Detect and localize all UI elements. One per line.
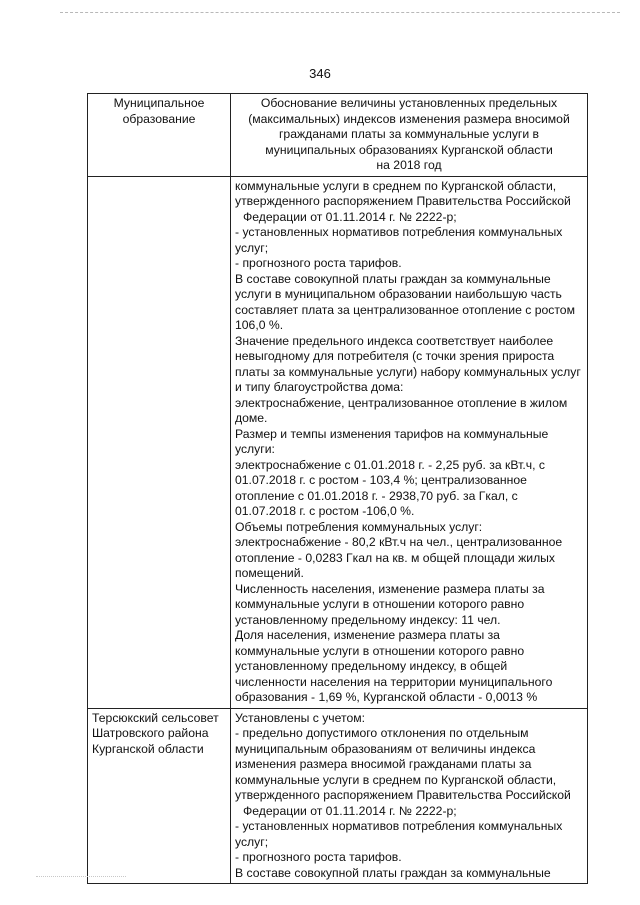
text-line: коммунальные услуги в среднем по Курганской области, bbox=[235, 772, 557, 787]
municipality-line: Терсюкский сельсовет bbox=[92, 710, 219, 725]
text-line: электроснабжение с 01.01.2018 г. - 2,25 руб. за кВт.ч, с bbox=[235, 457, 545, 472]
text-line: и типу благоустройства дома: bbox=[235, 380, 404, 394]
text-line: Федерации от 01.11.2014 г. № 2222-р; bbox=[243, 803, 457, 818]
text-line: электроснабжение, централизованное отопление в жилом bbox=[235, 395, 568, 410]
header-line: на 2018 год bbox=[376, 158, 442, 172]
text-line: 01.07.2018 г. с ростом -106,0 %. bbox=[235, 504, 415, 518]
text-line: отопление - 0,0283 Гкал на кв. м общей площади жилых bbox=[235, 550, 556, 565]
text-line: невыгодному для потребителя (с точки зрения прироста bbox=[235, 349, 555, 363]
text-line: численности населения на территории муниципального bbox=[235, 674, 553, 689]
text-line: Установлены с учетом: bbox=[235, 710, 365, 725]
justification-cell bbox=[231, 176, 588, 708]
text-line: коммунальные услуги в отношении которого равно bbox=[235, 597, 525, 611]
text-line: установленному предельному индексу, в общей bbox=[235, 659, 508, 673]
text-line: коммунальные услуги в отношении которого равно bbox=[235, 643, 525, 658]
municipal-index-table bbox=[87, 93, 588, 884]
header-line: муниципальных образованиях Курганской области bbox=[265, 142, 553, 157]
text-line: 01.07.2018 г. с ростом - 103,4 %; централизованное bbox=[235, 473, 527, 487]
text-line: - установленных нормативов потребления коммунальных bbox=[235, 819, 563, 833]
header-line: гражданами платы за коммунальные услуги в bbox=[278, 127, 540, 141]
municipality-cell bbox=[88, 708, 231, 884]
text-line: 106,0 %. bbox=[235, 318, 284, 332]
text-line: Федерации от 01.11.2014 г. № 2222-р; bbox=[243, 209, 457, 224]
header-line: Обоснование величины установленных предельных bbox=[260, 96, 558, 110]
text-line: коммунальные услуги в среднем по Курганской области, bbox=[235, 178, 557, 193]
text-line: услуги в муниципальном образовании наибольшую часть bbox=[235, 287, 562, 301]
text-line: изменения размера вносимой гражданами платы за bbox=[235, 757, 532, 771]
text-line: составляет плата за централизованное отопление с ростом bbox=[235, 302, 575, 317]
header-line: (максимальных) индексов изменения размера вносимой bbox=[248, 111, 570, 126]
text-line: В составе совокупной платы граждан за коммунальные bbox=[235, 271, 551, 286]
text-line: Размер и темпы изменения тарифов на коммунальные bbox=[235, 426, 549, 441]
text-line: - установленных нормативов потребления коммунальных bbox=[235, 225, 563, 239]
scan-top-edge bbox=[60, 12, 620, 13]
text-line: услуг; bbox=[235, 834, 269, 849]
header-municipality bbox=[88, 94, 231, 177]
scan-bottom-mark bbox=[36, 876, 126, 877]
page-number: 346 bbox=[309, 66, 331, 81]
text-line: Значение предельного индекса соответствует наиболее bbox=[235, 333, 554, 348]
header-line: Муниципальное bbox=[113, 96, 205, 110]
text-line: Численность населения, изменение размера платы за bbox=[235, 581, 545, 596]
text-line: - прогнозного роста тарифов. bbox=[235, 850, 402, 864]
municipality-cell bbox=[88, 176, 231, 708]
municipality-line: Шатровского района bbox=[92, 726, 209, 740]
text-line: отопление с 01.01.2018 г. - 2938,70 руб. за Гкал, с bbox=[235, 488, 518, 503]
header-justification bbox=[231, 94, 588, 177]
text-line: платы за коммунальные услуги) набору коммунальных услуг bbox=[235, 364, 581, 379]
table-row bbox=[88, 708, 588, 884]
header-line: образование bbox=[122, 111, 196, 126]
text-line: утвержденного распоряжением Правительства Российской bbox=[235, 194, 571, 208]
text-line: помещений. bbox=[235, 566, 304, 580]
text-line: установленному предельному индексу: 11 чел. bbox=[235, 612, 501, 627]
justification-cell bbox=[231, 708, 588, 884]
text-line: - предельно допустимого отклонения по отдельным bbox=[235, 726, 529, 740]
municipality-line: Курганской области bbox=[92, 741, 204, 756]
table-row bbox=[88, 176, 588, 708]
text-line: Доля населения, изменение размера платы за bbox=[235, 628, 500, 642]
text-line: муниципальным образованиям от величины индекса bbox=[235, 741, 536, 756]
text-line: - прогнозного роста тарифов. bbox=[235, 256, 402, 270]
text-line: услуг; bbox=[235, 240, 269, 255]
text-line: утвержденного распоряжением Правительства Российской bbox=[235, 788, 571, 802]
text-line: электроснабжение - 80,2 кВт.ч на чел., централизованное bbox=[235, 535, 563, 549]
text-line: образования - 1,69 %, Курганской области - 0,0013 % bbox=[235, 690, 538, 704]
text-line: Объемы потребления коммунальных услуг: bbox=[235, 519, 483, 534]
text-line: услуги: bbox=[235, 442, 275, 456]
text-line: В составе совокупной платы граждан за коммунальные bbox=[235, 865, 551, 880]
table-header-row bbox=[88, 94, 588, 177]
text-line: доме. bbox=[235, 411, 268, 425]
